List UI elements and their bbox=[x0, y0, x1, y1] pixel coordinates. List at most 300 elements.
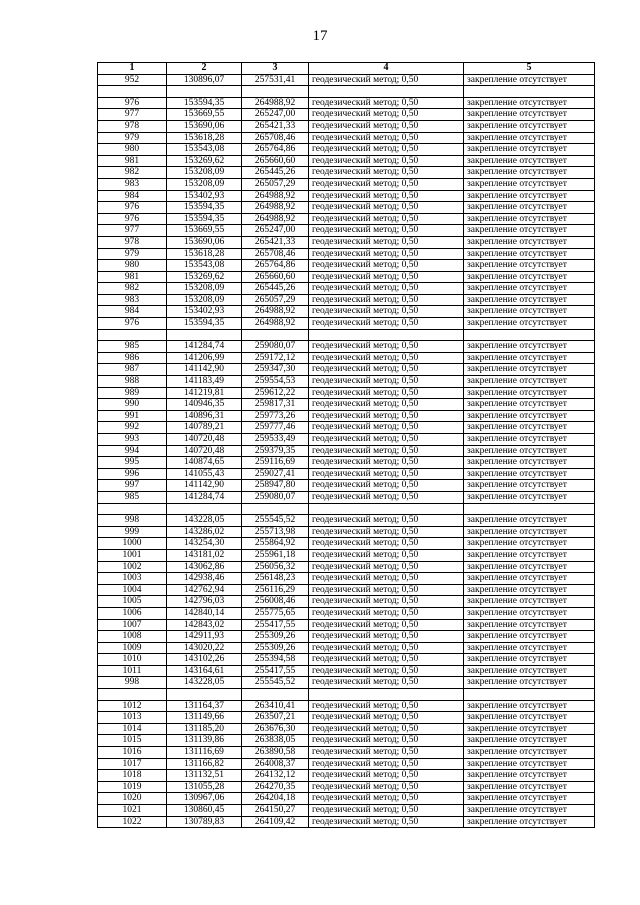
method-accuracy-cell: геодезический метод; 0,50 bbox=[309, 213, 464, 225]
method-accuracy-cell: геодезический метод; 0,50 bbox=[309, 364, 464, 376]
point-number-cell: 996 bbox=[98, 468, 167, 480]
fixation-cell: закрепление отсутствует bbox=[464, 74, 595, 86]
point-number-cell: 1021 bbox=[98, 805, 167, 817]
y-coordinate-cell: 255775,65 bbox=[242, 607, 309, 619]
method-accuracy-cell bbox=[309, 503, 464, 515]
point-number-cell: 982 bbox=[98, 283, 167, 295]
method-accuracy-cell: геодезический метод; 0,50 bbox=[309, 596, 464, 608]
table-row bbox=[98, 387, 595, 399]
x-coordinate-cell: 130789,83 bbox=[167, 816, 242, 828]
fixation-cell: закрепление отсутствует bbox=[464, 213, 595, 225]
x-coordinate-cell: 153690,06 bbox=[167, 120, 242, 132]
y-coordinate-cell: 259773,26 bbox=[242, 410, 309, 422]
x-coordinate-cell: 143228,05 bbox=[167, 515, 242, 527]
x-coordinate-cell: 153543,08 bbox=[167, 260, 242, 272]
method-accuracy-cell: геодезический метод; 0,50 bbox=[309, 167, 464, 179]
table-row bbox=[98, 422, 595, 434]
point-number-cell: 952 bbox=[98, 74, 167, 86]
table-row bbox=[98, 399, 595, 411]
y-coordinate-cell: 265660,60 bbox=[242, 271, 309, 283]
table-row bbox=[98, 700, 595, 712]
fixation-cell: закрепление отсутствует bbox=[464, 445, 595, 457]
method-accuracy-cell: геодезический метод; 0,50 bbox=[309, 642, 464, 654]
method-accuracy-cell: геодезический метод; 0,50 bbox=[309, 445, 464, 457]
y-coordinate-cell bbox=[242, 329, 309, 341]
y-coordinate-cell: 255309,26 bbox=[242, 631, 309, 643]
method-accuracy-cell: геодезический метод; 0,50 bbox=[309, 283, 464, 295]
x-coordinate-cell: 140946,35 bbox=[167, 399, 242, 411]
fixation-cell: закрепление отсутствует bbox=[464, 248, 595, 260]
x-coordinate-cell: 153402,93 bbox=[167, 306, 242, 318]
fixation-cell: закрепление отсутствует bbox=[464, 202, 595, 214]
y-coordinate-cell: 264109,42 bbox=[242, 816, 309, 828]
y-coordinate-cell: 259817,31 bbox=[242, 399, 309, 411]
y-coordinate-cell: 263890,58 bbox=[242, 747, 309, 759]
fixation-cell: закрепление отсутствует bbox=[464, 97, 595, 109]
fixation-cell: закрепление отсутствует bbox=[464, 816, 595, 828]
fixation-cell: закрепление отсутствует bbox=[464, 271, 595, 283]
y-coordinate-cell: 264988,92 bbox=[242, 213, 309, 225]
fixation-cell: закрепление отсутствует bbox=[464, 712, 595, 724]
y-coordinate-cell: 255417,55 bbox=[242, 619, 309, 631]
y-coordinate-cell: 259027,41 bbox=[242, 468, 309, 480]
table-row bbox=[98, 665, 595, 677]
table-row bbox=[98, 468, 595, 480]
table-row bbox=[98, 410, 595, 422]
x-coordinate-cell: 153594,35 bbox=[167, 318, 242, 330]
table-row bbox=[98, 434, 595, 446]
x-coordinate-cell: 153618,28 bbox=[167, 248, 242, 260]
method-accuracy-cell: геодезический метод; 0,50 bbox=[309, 294, 464, 306]
method-accuracy-cell bbox=[309, 689, 464, 701]
point-number-cell: 979 bbox=[98, 248, 167, 260]
table-row bbox=[98, 294, 595, 306]
method-accuracy-cell: геодезический метод; 0,50 bbox=[309, 399, 464, 411]
method-accuracy-cell: геодезический метод; 0,50 bbox=[309, 97, 464, 109]
x-coordinate-cell: 141219,81 bbox=[167, 387, 242, 399]
table-row bbox=[98, 526, 595, 538]
method-accuracy-cell: геодезический метод; 0,50 bbox=[309, 155, 464, 167]
table-row bbox=[98, 306, 595, 318]
point-number-cell: 1003 bbox=[98, 573, 167, 585]
method-accuracy-cell: геодезический метод; 0,50 bbox=[309, 747, 464, 759]
point-number-cell: 1007 bbox=[98, 619, 167, 631]
x-coordinate-cell: 141284,74 bbox=[167, 341, 242, 353]
point-number-cell: 979 bbox=[98, 132, 167, 144]
x-coordinate-cell: 141142,90 bbox=[167, 480, 242, 492]
x-coordinate-cell: 153594,35 bbox=[167, 213, 242, 225]
method-accuracy-cell: геодезический метод; 0,50 bbox=[309, 584, 464, 596]
point-number-cell: 987 bbox=[98, 364, 167, 376]
method-accuracy-cell: геодезический метод; 0,50 bbox=[309, 109, 464, 121]
y-coordinate-cell: 259116,69 bbox=[242, 457, 309, 469]
page-number: 17 bbox=[312, 28, 328, 44]
point-number-cell: 992 bbox=[98, 422, 167, 434]
fixation-cell: закрепление отсутствует bbox=[464, 318, 595, 330]
y-coordinate-cell: 263838,05 bbox=[242, 735, 309, 747]
table-row bbox=[98, 596, 595, 608]
fixation-cell: закрепление отсутствует bbox=[464, 619, 595, 631]
x-coordinate-cell: 153208,09 bbox=[167, 283, 242, 295]
method-accuracy-cell bbox=[309, 329, 464, 341]
method-accuracy-cell: геодезический метод; 0,50 bbox=[309, 318, 464, 330]
method-accuracy-cell: геодезический метод; 0,50 bbox=[309, 260, 464, 272]
x-coordinate-cell: 140789,21 bbox=[167, 422, 242, 434]
fixation-cell: закрепление отсутствует bbox=[464, 642, 595, 654]
table-row bbox=[98, 747, 595, 759]
y-coordinate-cell: 265057,29 bbox=[242, 178, 309, 190]
fixation-cell bbox=[464, 329, 595, 341]
x-coordinate-cell: 143181,02 bbox=[167, 549, 242, 561]
point-number-cell: 1011 bbox=[98, 665, 167, 677]
fixation-cell: закрепление отсутствует bbox=[464, 526, 595, 538]
fixation-cell: закрепление отсутствует bbox=[464, 805, 595, 817]
y-coordinate-cell: 265445,26 bbox=[242, 167, 309, 179]
table-row bbox=[98, 132, 595, 144]
table-row bbox=[98, 260, 595, 272]
fixation-cell: закрепление отсутствует bbox=[464, 364, 595, 376]
x-coordinate-cell: 143102,26 bbox=[167, 654, 242, 666]
x-coordinate-cell: 141055,43 bbox=[167, 468, 242, 480]
point-number-cell: 1010 bbox=[98, 654, 167, 666]
point-number-cell: 986 bbox=[98, 352, 167, 364]
y-coordinate-cell: 257531,41 bbox=[242, 74, 309, 86]
table-row bbox=[98, 155, 595, 167]
y-coordinate-cell: 259554,53 bbox=[242, 376, 309, 388]
table-row bbox=[98, 144, 595, 156]
y-coordinate-cell: 265660,60 bbox=[242, 155, 309, 167]
fixation-cell: закрепление отсутствует bbox=[464, 631, 595, 643]
fixation-cell: закрепление отсутствует bbox=[464, 132, 595, 144]
y-coordinate-cell bbox=[242, 86, 309, 98]
method-accuracy-cell: геодезический метод; 0,50 bbox=[309, 805, 464, 817]
y-coordinate-cell: 265445,26 bbox=[242, 283, 309, 295]
fixation-cell: закрепление отсутствует bbox=[464, 607, 595, 619]
point-number-cell: 980 bbox=[98, 144, 167, 156]
point-number-cell: 1022 bbox=[98, 816, 167, 828]
point-number-cell: 988 bbox=[98, 376, 167, 388]
method-accuracy-cell: геодезический метод; 0,50 bbox=[309, 770, 464, 782]
y-coordinate-cell: 258947,80 bbox=[242, 480, 309, 492]
method-accuracy-cell: геодезический метод; 0,50 bbox=[309, 376, 464, 388]
fixation-cell: закрепление отсутствует bbox=[464, 352, 595, 364]
y-coordinate-cell: 259777,46 bbox=[242, 422, 309, 434]
table-header-row bbox=[98, 63, 595, 75]
method-accuracy-cell: геодезический метод; 0,50 bbox=[309, 341, 464, 353]
point-number-cell: 997 bbox=[98, 480, 167, 492]
fixation-cell: закрепление отсутствует bbox=[464, 410, 595, 422]
x-coordinate-cell: 140720,48 bbox=[167, 445, 242, 457]
y-coordinate-cell: 264204,18 bbox=[242, 793, 309, 805]
method-accuracy-cell: геодезический метод; 0,50 bbox=[309, 515, 464, 527]
method-accuracy-cell: геодезический метод; 0,50 bbox=[309, 190, 464, 202]
point-number-cell: 1019 bbox=[98, 781, 167, 793]
y-coordinate-cell: 265247,00 bbox=[242, 225, 309, 237]
point-number-cell: 978 bbox=[98, 120, 167, 132]
point-number-cell: 985 bbox=[98, 491, 167, 503]
x-coordinate-cell: 153543,08 bbox=[167, 144, 242, 156]
table-row bbox=[98, 318, 595, 330]
x-coordinate-cell: 142840,14 bbox=[167, 607, 242, 619]
point-number-cell: 1017 bbox=[98, 758, 167, 770]
point-number-cell: 1020 bbox=[98, 793, 167, 805]
coordinates-table bbox=[97, 62, 595, 828]
x-coordinate-cell: 130967,06 bbox=[167, 793, 242, 805]
fixation-cell: закрепление отсутствует bbox=[464, 376, 595, 388]
x-coordinate-cell: 131132,51 bbox=[167, 770, 242, 782]
table-row bbox=[98, 97, 595, 109]
table-row bbox=[98, 202, 595, 214]
table-row bbox=[98, 120, 595, 132]
point-number-cell: 984 bbox=[98, 306, 167, 318]
fixation-cell: закрепление отсутствует bbox=[464, 573, 595, 585]
method-accuracy-cell: геодезический метод; 0,50 bbox=[309, 631, 464, 643]
fixation-cell: закрепление отсутствует bbox=[464, 770, 595, 782]
point-number-cell: 983 bbox=[98, 178, 167, 190]
method-accuracy-cell: геодезический метод; 0,50 bbox=[309, 665, 464, 677]
x-coordinate-cell: 153669,55 bbox=[167, 225, 242, 237]
table-row bbox=[98, 538, 595, 550]
x-coordinate-cell: 141183,49 bbox=[167, 376, 242, 388]
method-accuracy-cell: геодезический метод; 0,50 bbox=[309, 144, 464, 156]
point-number-cell: 1000 bbox=[98, 538, 167, 550]
fixation-cell: закрепление отсутствует bbox=[464, 306, 595, 318]
fixation-cell: закрепление отсутствует bbox=[464, 515, 595, 527]
table-row bbox=[98, 352, 595, 364]
fixation-cell: закрепление отсутствует bbox=[464, 468, 595, 480]
fixation-cell: закрепление отсутствует bbox=[464, 341, 595, 353]
point-number-cell: 1008 bbox=[98, 631, 167, 643]
point-number-cell: 990 bbox=[98, 399, 167, 411]
x-coordinate-cell: 153618,28 bbox=[167, 132, 242, 144]
table-row bbox=[98, 805, 595, 817]
fixation-cell: закрепление отсутствует bbox=[464, 283, 595, 295]
y-coordinate-cell: 265708,46 bbox=[242, 132, 309, 144]
point-number-cell bbox=[98, 329, 167, 341]
method-accuracy-cell: геодезический метод; 0,50 bbox=[309, 120, 464, 132]
x-coordinate-cell: 143020,22 bbox=[167, 642, 242, 654]
y-coordinate-cell: 256116,29 bbox=[242, 584, 309, 596]
method-accuracy-cell: геодезический метод; 0,50 bbox=[309, 712, 464, 724]
y-coordinate-cell: 264132,12 bbox=[242, 770, 309, 782]
y-coordinate-cell: 255713,98 bbox=[242, 526, 309, 538]
point-number-cell bbox=[98, 503, 167, 515]
method-accuracy-cell: геодезический метод; 0,50 bbox=[309, 607, 464, 619]
table-row bbox=[98, 561, 595, 573]
table-row bbox=[98, 642, 595, 654]
method-accuracy-cell: геодезический метод; 0,50 bbox=[309, 422, 464, 434]
fixation-cell: закрепление отсутствует bbox=[464, 236, 595, 248]
y-coordinate-cell: 264988,92 bbox=[242, 97, 309, 109]
y-coordinate-cell: 265764,86 bbox=[242, 260, 309, 272]
x-coordinate-cell: 142938,46 bbox=[167, 573, 242, 585]
fixation-cell: закрепление отсутствует bbox=[464, 178, 595, 190]
fixation-cell: закрепление отсутствует bbox=[464, 260, 595, 272]
method-accuracy-cell: геодезический метод; 0,50 bbox=[309, 700, 464, 712]
table-row bbox=[98, 607, 595, 619]
y-coordinate-cell bbox=[242, 689, 309, 701]
fixation-cell: закрепление отсутствует bbox=[464, 665, 595, 677]
point-number-cell: 1012 bbox=[98, 700, 167, 712]
method-accuracy-cell: геодезический метод; 0,50 bbox=[309, 434, 464, 446]
x-coordinate-cell: 130860,45 bbox=[167, 805, 242, 817]
fixation-cell: закрепление отсутствует bbox=[464, 747, 595, 759]
fixation-cell: закрепление отсутствует bbox=[464, 538, 595, 550]
x-coordinate-cell: 141206,99 bbox=[167, 352, 242, 364]
y-coordinate-cell: 264150,27 bbox=[242, 805, 309, 817]
point-number-cell: 984 bbox=[98, 190, 167, 202]
fixation-cell: закрепление отсутствует bbox=[464, 294, 595, 306]
fixation-cell: закрепление отсутствует bbox=[464, 225, 595, 237]
y-coordinate-cell: 255545,52 bbox=[242, 677, 309, 689]
table-row bbox=[98, 480, 595, 492]
x-coordinate-cell: 130896,07 bbox=[167, 74, 242, 86]
table-row bbox=[98, 758, 595, 770]
fixation-cell: закрепление отсутствует bbox=[464, 167, 595, 179]
table-row bbox=[98, 364, 595, 376]
fixation-cell: закрепление отсутствует bbox=[464, 399, 595, 411]
method-accuracy-cell: геодезический метод; 0,50 bbox=[309, 491, 464, 503]
x-coordinate-cell bbox=[167, 329, 242, 341]
method-accuracy-cell: геодезический метод; 0,50 bbox=[309, 248, 464, 260]
method-accuracy-cell: геодезический метод; 0,50 bbox=[309, 549, 464, 561]
y-coordinate-cell: 255545,52 bbox=[242, 515, 309, 527]
fixation-cell: закрепление отсутствует bbox=[464, 561, 595, 573]
table-row bbox=[98, 376, 595, 388]
point-number-cell: 1009 bbox=[98, 642, 167, 654]
x-coordinate-cell: 143164,61 bbox=[167, 665, 242, 677]
x-coordinate-cell: 141142,90 bbox=[167, 364, 242, 376]
method-accuracy-cell: геодезический метод; 0,50 bbox=[309, 793, 464, 805]
point-number-cell: 981 bbox=[98, 155, 167, 167]
fixation-cell: закрепление отсутствует bbox=[464, 434, 595, 446]
point-number-cell: 1005 bbox=[98, 596, 167, 608]
y-coordinate-cell: 256008,46 bbox=[242, 596, 309, 608]
fixation-cell: закрепление отсутствует bbox=[464, 549, 595, 561]
x-coordinate-cell: 142843,02 bbox=[167, 619, 242, 631]
table-row bbox=[98, 770, 595, 782]
column-header: 2 bbox=[167, 63, 242, 75]
x-coordinate-cell: 153594,35 bbox=[167, 202, 242, 214]
method-accuracy-cell: геодезический метод; 0,50 bbox=[309, 723, 464, 735]
point-number-cell: 1013 bbox=[98, 712, 167, 724]
method-accuracy-cell: геодезический метод; 0,50 bbox=[309, 619, 464, 631]
point-number-cell: 1016 bbox=[98, 747, 167, 759]
y-coordinate-cell: 264988,92 bbox=[242, 190, 309, 202]
fixation-cell: закрепление отсутствует bbox=[464, 387, 595, 399]
table-row bbox=[98, 248, 595, 260]
table-row bbox=[98, 689, 595, 701]
x-coordinate-cell: 153208,09 bbox=[167, 167, 242, 179]
table-row bbox=[98, 341, 595, 353]
point-number-cell: 985 bbox=[98, 341, 167, 353]
y-coordinate-cell: 264988,92 bbox=[242, 318, 309, 330]
method-accuracy-cell: геодезический метод; 0,50 bbox=[309, 74, 464, 86]
x-coordinate-cell: 153690,06 bbox=[167, 236, 242, 248]
y-coordinate-cell: 256148,23 bbox=[242, 573, 309, 585]
method-accuracy-cell: геодезический метод; 0,50 bbox=[309, 410, 464, 422]
table-row bbox=[98, 816, 595, 828]
fixation-cell bbox=[464, 503, 595, 515]
fixation-cell: закрепление отсутствует bbox=[464, 144, 595, 156]
point-number-cell: 995 bbox=[98, 457, 167, 469]
point-number-cell: 994 bbox=[98, 445, 167, 457]
x-coordinate-cell: 143286,02 bbox=[167, 526, 242, 538]
x-coordinate-cell bbox=[167, 86, 242, 98]
method-accuracy-cell: геодезический метод; 0,50 bbox=[309, 758, 464, 770]
fixation-cell: закрепление отсутствует bbox=[464, 120, 595, 132]
point-number-cell: 1004 bbox=[98, 584, 167, 596]
x-coordinate-cell: 140874,65 bbox=[167, 457, 242, 469]
column-header: 1 bbox=[98, 63, 167, 75]
fixation-cell: закрепление отсутствует bbox=[464, 677, 595, 689]
fixation-cell: закрепление отсутствует bbox=[464, 596, 595, 608]
column-header: 4 bbox=[309, 63, 464, 75]
y-coordinate-cell: 263507,21 bbox=[242, 712, 309, 724]
x-coordinate-cell: 153208,09 bbox=[167, 294, 242, 306]
point-number-cell: 977 bbox=[98, 109, 167, 121]
fixation-cell: закрепление отсутствует bbox=[464, 735, 595, 747]
x-coordinate-cell: 143062,86 bbox=[167, 561, 242, 573]
method-accuracy-cell: геодезический метод; 0,50 bbox=[309, 654, 464, 666]
x-coordinate-cell: 153402,93 bbox=[167, 190, 242, 202]
y-coordinate-cell: 265421,33 bbox=[242, 120, 309, 132]
fixation-cell: закрепление отсутствует bbox=[464, 155, 595, 167]
table-row bbox=[98, 549, 595, 561]
fixation-cell: закрепление отсутствует bbox=[464, 422, 595, 434]
point-number-cell: 1001 bbox=[98, 549, 167, 561]
method-accuracy-cell: геодезический метод; 0,50 bbox=[309, 306, 464, 318]
point-number-cell: 1002 bbox=[98, 561, 167, 573]
point-number-cell: 1015 bbox=[98, 735, 167, 747]
table-row bbox=[98, 573, 595, 585]
table-row bbox=[98, 793, 595, 805]
point-number-cell: 1018 bbox=[98, 770, 167, 782]
table-row bbox=[98, 236, 595, 248]
point-number-cell: 991 bbox=[98, 410, 167, 422]
point-number-cell: 993 bbox=[98, 434, 167, 446]
x-coordinate-cell: 143228,05 bbox=[167, 677, 242, 689]
point-number-cell: 989 bbox=[98, 387, 167, 399]
x-coordinate-cell: 131149,66 bbox=[167, 712, 242, 724]
point-number-cell: 983 bbox=[98, 294, 167, 306]
x-coordinate-cell: 131164,37 bbox=[167, 700, 242, 712]
column-header: 5 bbox=[464, 63, 595, 75]
method-accuracy-cell bbox=[309, 86, 464, 98]
method-accuracy-cell: геодезический метод; 0,50 bbox=[309, 561, 464, 573]
method-accuracy-cell: геодезический метод; 0,50 bbox=[309, 677, 464, 689]
fixation-cell: закрепление отсутствует bbox=[464, 654, 595, 666]
method-accuracy-cell: геодезический метод; 0,50 bbox=[309, 468, 464, 480]
table-row bbox=[98, 109, 595, 121]
fixation-cell: закрепление отсутствует bbox=[464, 584, 595, 596]
column-header: 3 bbox=[242, 63, 309, 75]
table-row bbox=[98, 283, 595, 295]
y-coordinate-cell: 265057,29 bbox=[242, 294, 309, 306]
y-coordinate-cell: 259080,07 bbox=[242, 491, 309, 503]
point-number-cell: 976 bbox=[98, 202, 167, 214]
fixation-cell bbox=[464, 86, 595, 98]
table-row bbox=[98, 723, 595, 735]
x-coordinate-cell: 140720,48 bbox=[167, 434, 242, 446]
method-accuracy-cell: геодезический метод; 0,50 bbox=[309, 781, 464, 793]
table-row bbox=[98, 503, 595, 515]
y-coordinate-cell: 265421,33 bbox=[242, 236, 309, 248]
table-row bbox=[98, 457, 595, 469]
table-row bbox=[98, 584, 595, 596]
x-coordinate-cell: 131166,82 bbox=[167, 758, 242, 770]
method-accuracy-cell: геодезический метод; 0,50 bbox=[309, 457, 464, 469]
